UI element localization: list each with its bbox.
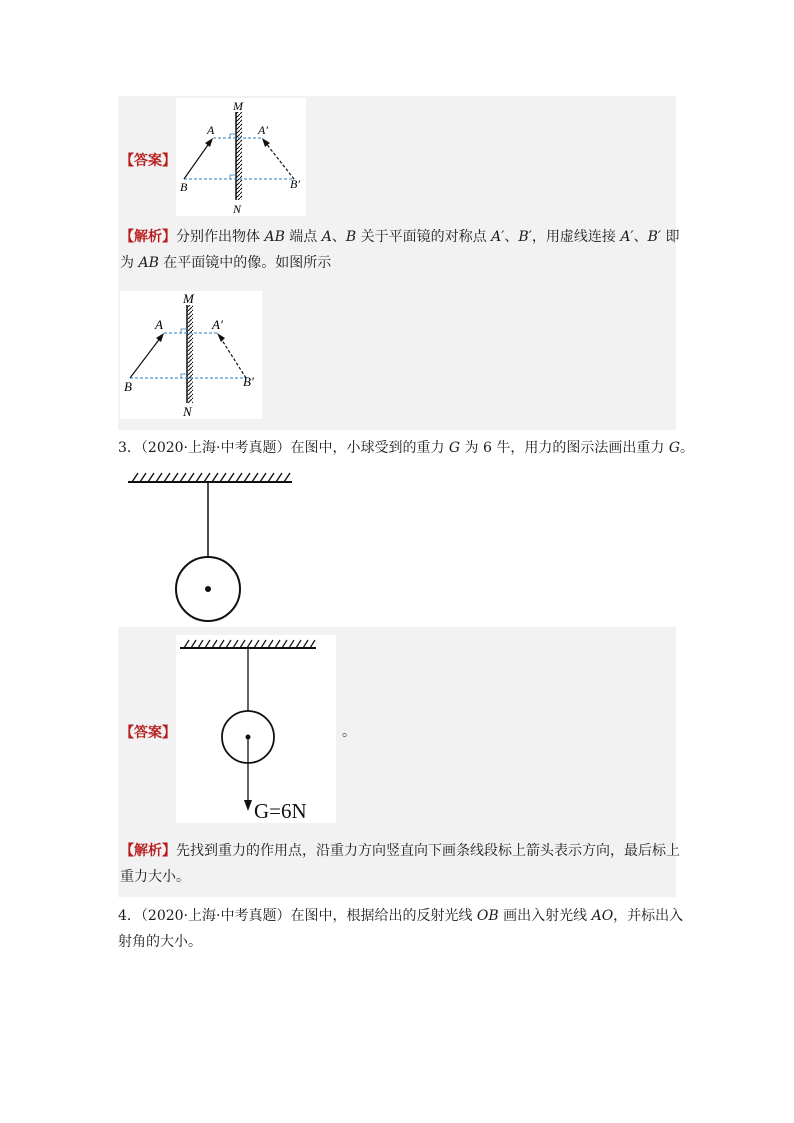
q3-question-figure bbox=[126, 470, 294, 625]
right-angle-mark-a bbox=[181, 329, 187, 333]
label-n: N bbox=[183, 404, 192, 419]
q4-question bbox=[118, 903, 683, 955]
gravity-arrowhead bbox=[244, 800, 252, 811]
label-m: M bbox=[183, 291, 194, 306]
object-arrow-ab bbox=[130, 337, 161, 378]
label-a-prime: A′ bbox=[212, 317, 223, 332]
q2-answer-label: 【答案】 bbox=[120, 153, 176, 169]
label-a-prime: A′ bbox=[258, 123, 268, 137]
q3-analysis-line2: 重力大小。 bbox=[120, 869, 190, 885]
q2-analysis-line1: 【解析】分别作出物体 AB 端点 A、B 关于平面镜的对称点 A′、B′，用虚线连接 A′、B′ 即 bbox=[120, 229, 680, 245]
q3-analysis-line1: 【解析】先找到重力的作用点，沿重力方向竖直向下画条线段标上箭头表示方向，最后标上 bbox=[120, 843, 680, 859]
ceiling-hatch bbox=[132, 473, 290, 482]
label-b-prime: B′ bbox=[290, 177, 300, 191]
q2-analysis-line2: 为 AB 在平面镜中的像。如图所示 bbox=[120, 255, 332, 271]
right-angle-mark-a bbox=[230, 134, 236, 138]
ball-center bbox=[205, 586, 211, 592]
object-arrow-ab bbox=[184, 142, 210, 179]
label-b-prime: B′ bbox=[243, 374, 254, 389]
right-angle-mark-b bbox=[181, 374, 187, 378]
force-label: G=6N bbox=[254, 799, 307, 823]
label-a: A bbox=[155, 317, 163, 332]
q2-analysis-figure bbox=[120, 291, 262, 419]
image-arrowhead bbox=[217, 333, 225, 342]
q2-analysis bbox=[120, 224, 680, 276]
q3-answer-figure bbox=[176, 635, 336, 823]
q3-answer-label: 【答案】 bbox=[120, 725, 176, 741]
image-arrow-ab bbox=[265, 142, 294, 179]
ceiling-hatch bbox=[184, 640, 315, 648]
q3-question: 3．（2020·上海·中考真题）在图中，小球受到的重力 G 为 6 牛，用力的图示法画出重力 G。 bbox=[118, 440, 694, 456]
right-angle-mark-b bbox=[230, 175, 236, 179]
label-a: A bbox=[207, 123, 215, 137]
mirror-hatch bbox=[236, 112, 242, 200]
q4-question-line2: 射角的大小。 bbox=[118, 934, 202, 950]
image-arrow-ab bbox=[220, 337, 246, 378]
label-b: B bbox=[180, 180, 188, 194]
object-arrowhead bbox=[156, 333, 164, 342]
label-n: N bbox=[233, 202, 242, 216]
label-m: M bbox=[233, 99, 243, 113]
q2-answer-figure bbox=[176, 98, 306, 216]
image-arrowhead bbox=[262, 138, 270, 147]
q3-answer-suffix: 。 bbox=[342, 724, 356, 740]
object-arrowhead bbox=[205, 138, 213, 147]
q4-question-line1: 4．（2020·上海·中考真题）在图中，根据给出的反射光线 OB 画出入射光线 AO，并标出入 bbox=[118, 908, 684, 924]
label-b: B bbox=[124, 379, 132, 394]
mirror-hatch bbox=[187, 305, 193, 403]
q3-analysis bbox=[120, 838, 680, 890]
